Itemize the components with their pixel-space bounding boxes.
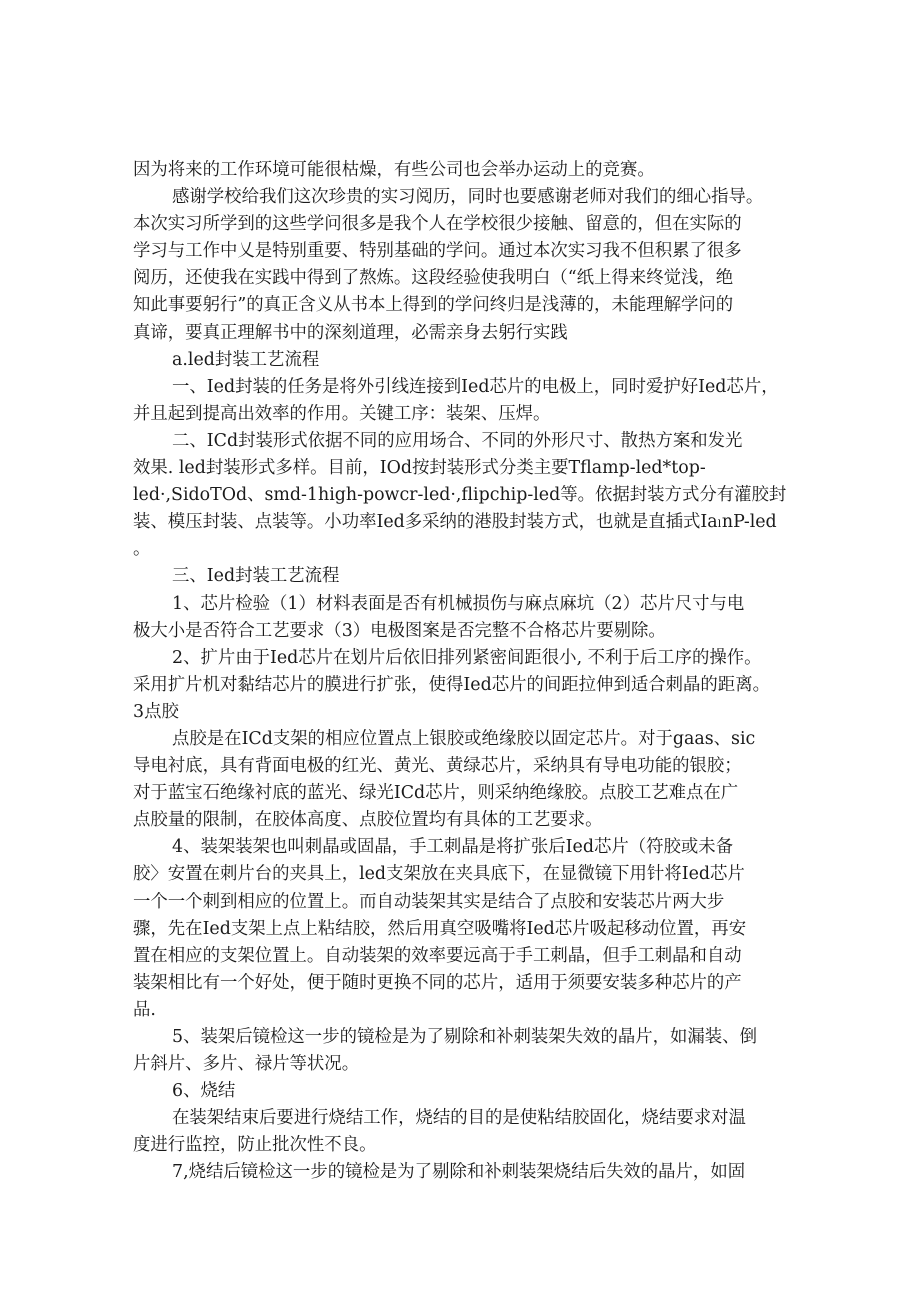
text-line: 置在相应的支架位置上。自动装架的效率要远高于手工刺晶，但手工刺晶和自动 [133,945,742,966]
text-line: 骤，先在Ied支架上点上粘结胶，然后用真空吸嘴将Ied芯片吸起移动位置，再安 [133,918,747,939]
text-line: 学习与工作中乂是特别重要、特别基础的学问。通过本次实习我不但积累了很多 [133,241,742,262]
text-line: 阅历，还使我在实践中得到了熬炼。这段经验使我明白（“纸上得来终觉浅，绝 [133,268,734,289]
text-line: 真谛，要真正理解书中的深刻道理，必需亲身去躬行实践 [133,322,568,343]
text-line: 感谢学校给我们这次珍贵的实习阅历，同时也要感谢老师对我们的细心指导。 [172,187,764,208]
text-line: 7,烧结后镜检这一步的镜检是为了剔除和补刺装架烧结后失效的晶片，如固 [172,1162,746,1183]
text-line: 品. [133,999,156,1020]
text-line: 知此事要躬行”的真正含义从书本上得到的学问终归是浅薄的，未能理解学问的 [133,295,734,316]
text-line: 5、装架后镜检这一步的镜检是为了剔除和补刺装架失效的晶片，如漏装、倒 [172,1027,757,1047]
text-line: 6、烧结 [172,1081,236,1102]
text-line: 本次实习所学到的这些学问很多是我个人在学校很少接触、留意的，但在实际的 [133,214,742,235]
text-line: a.led封装工艺流程 [172,349,320,370]
text-line: led·,SidoTOd、smd-1high-powcr-led·,flipchip-led等。依据封装方式分有灌胶封 [133,485,787,506]
text-line: 度进行监控，防止批次性不良。 [133,1135,377,1156]
text-line: 对于蓝宝石绝缘衬底的蓝光、绿光ICd芯片，则采纳绝缘胶。点胶工艺难点在广 [133,783,739,804]
document-body [133,157,793,1187]
text-line: 装架相比有一个好处，便于随时更换不同的芯片，适用于须要安装多种芯片的产 [133,972,742,993]
text-line: 极大小是否符合工艺要求（3）电极图案是否完整不合格芯片要剔除。 [133,620,666,641]
text-line: 胶〉安置在刺片台的夹具上，led支架放在夹具底下，在显微镜下用针将Ied芯片 [133,864,745,885]
text-line: 片斜片、多片、禄片等状况。 [133,1054,360,1075]
text-line: 1、芯片检验（1）材料表面是否有机械损伤与麻点麻坑（2）芯片尺寸与电 [172,593,745,614]
text-line: 因为将来的工作环境可能很枯燥，有些公司也会举办运动上的竞赛。 [133,160,655,180]
text-line: 效果. led封装形式多样。目前，IOd按封装形式分类主要Tflamp-led*top- [133,458,706,479]
text-line: 导电衬底，具有背面电极的红光、黄光、黄绿芯片，采纳具有导电功能的银胶； [133,756,742,777]
text-line: 在装架结束后要进行烧结工作，烧结的目的是使粘结胶固化，烧结要求对温 [172,1108,746,1129]
text-line: 。 [133,539,151,560]
text-line: 采用扩片机对黏结芯片的膜进行扩张，使得Ied芯片的间距拉伸到适合刺晶的距离。 [133,674,770,695]
text-line: 并且起到提高出效率的作用。关键工序：装架、压焊。 [133,403,551,424]
text-line: 4、装架装架也叫刺晶或固晶，手工刺晶是将扩张后Ied芯片（符胶或未备 [172,837,734,858]
text-line: 2、扩片由于Ied芯片在划片后依旧排列紧密间距很小, 不利于后工序的操作。 [172,647,762,668]
text-line: 一个一个刺到相应的位置上。而自动装架其实是结合了点胶和安装芯片两大步 [133,891,725,912]
text-line: 一、Ied封装的任务是将外引线连接到Ied芯片的电极上，同时爱护好Ied芯片， [172,376,779,397]
text-line: 3点胶 [133,701,179,722]
text-line: 三、Ied封装工艺流程 [172,566,340,587]
text-line: 装、模压封装、点装等。小功率Ied多采纳的港股封装方式，也就是直插式IaₗnP-led [133,512,777,533]
text-line: 二、ICd封装形式依据不同的应用场合、不同的外形尺寸、散热方案和发光 [172,430,743,451]
text-line: 点胶量的限制，在胶体高度、点胶位置均有具体的工艺要求。 [133,810,603,831]
text-line: 点胶是在ICd支架的相应位置点上银胶或绝缘胶以固定芯片。对于gaas、sic [172,728,756,749]
